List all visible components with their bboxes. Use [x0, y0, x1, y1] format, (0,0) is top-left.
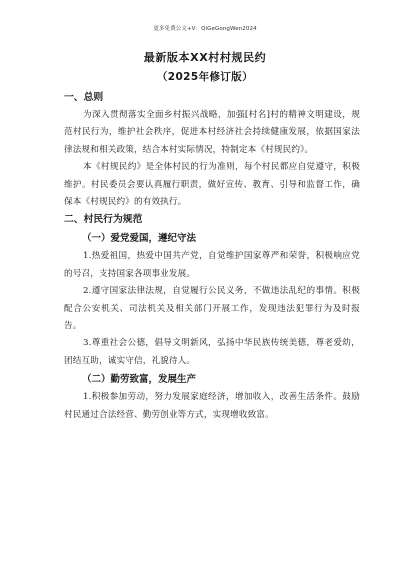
paragraph: 为深入贯彻落实全面乡村振兴战略，加强[村名]村的精神文明建设，规范村民行为，维护社会秩序，促进本村经济社会持续健康发展，依据国家法律法规和相关政策，结合本村实际情况，特制定本《村规民约》。	[64, 110, 360, 155]
paragraph: 3.尊重社会公德，倡导文明新风，弘扬中华民族传统美德，尊老爱幼，团结互助，诚实守信，礼貌待人。	[64, 338, 360, 366]
paragraph: 本《村规民约》是全体村民的行为准则，每个村民都应自觉遵守，积极维护。村民委员会要认真履行职责，做好宣传、教育、引导和监督工作，确保本《村规民约》的有效执行。	[64, 162, 360, 208]
section-heading-conduct: 二、村民行为规范	[64, 214, 143, 226]
section-heading-general: 一、总则	[64, 92, 104, 103]
document-body	[64, 89, 360, 424]
paragraph: 1.积极参加劳动，努力发展家庭经济，增加收入，改善生活条件。鼓励村民通过合法经营、勤劳创业等方式，实现增收致富。	[64, 392, 360, 420]
document-title: 最新版本XX村村规民约	[143, 51, 267, 64]
subsection-heading-patriotism: （一）爱党爱国，遵纪守法	[82, 233, 197, 245]
paragraph: 1.热爱祖国，热爱中国共产党，自觉维护国家尊严和荣誉，积极响应党的号召，支持国家各项事业发展。	[64, 251, 360, 279]
paragraph: 2.遵守国家法律法规，自觉履行公民义务，不做违法乱纪的事情。积极配合公安机关、司法机关及相关部门开展工作，发现违法犯罪行为及时报告。	[64, 286, 360, 332]
document-subtitle: （2025年修订版）	[156, 71, 254, 83]
header-note: 更多免费公文+V：QiGeGongWen2024	[153, 26, 257, 32]
subsection-heading-diligence: （二）勤劳致富，发展生产	[82, 374, 197, 386]
